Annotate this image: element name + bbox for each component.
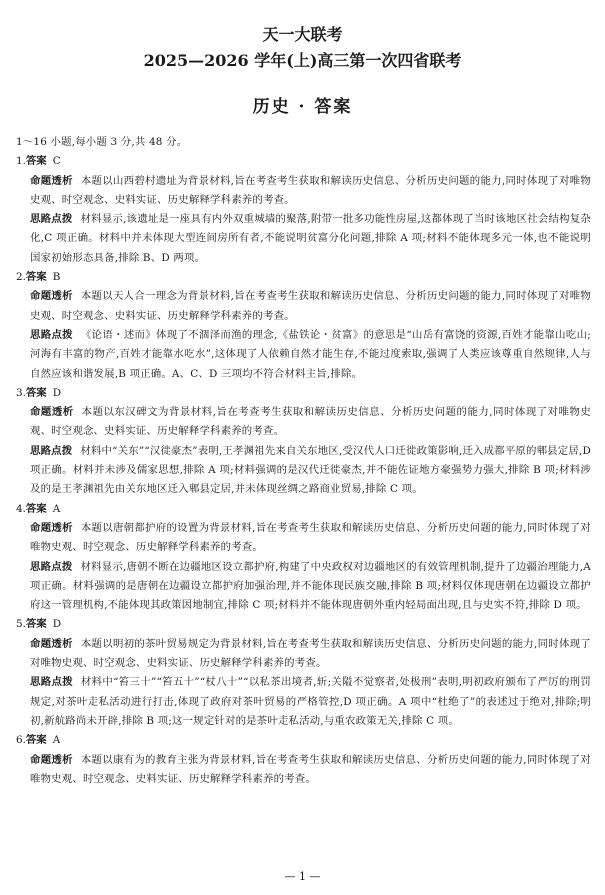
analysis-label: 命题透析 — [30, 174, 73, 187]
question-4-answer — [16, 500, 591, 519]
analysis-label: 命题透析 — [30, 637, 73, 650]
hint-text: 材料显示,唐朝不断在边疆地区设立都护府,构建了中央政权对边疆地区的有效管理机制,提升了边疆治理能力,A 项正确。材料强调的是唐朝在边疆设立都护府加强治理,并不能体现民族交融,排除 B 项;材料仅体现唐朝在边疆设立都护府这一管理机构,不能体现其政策因地制宜,排除 C 项;材料并不能体现唐朝外重内轻局面出现,且与史实不符,排除 D 项。 — [30, 560, 591, 612]
hint-label: 思路点拨 — [30, 213, 73, 226]
analysis-text: 本题以康有为的教育主张为背景材料,旨在考查考生获取和解读历史信息、分析历史问题的能力,同时体现了对唯物史观、时空观念、史料实证、历史解释学科素养的考查。 — [30, 753, 591, 785]
question-number: 2. — [16, 271, 26, 284]
answer-letter: A — [52, 502, 61, 515]
answer-content — [16, 133, 591, 789]
hint-text: 材料中“笞三十”“笞五十”“杖八十”“以私茶出境者,斩;关隘不觉察者,处极刑”表明,明初政府颁布了严厉的刑罚规定,对茶叶走私活动进行打击,体现了政府对茶叶贸易的严格管控,D 项正确。A 项中“杜绝了”的表述过于绝对,排除;明初,新航路尚未开辟,排除 B 项;这一规定针对的是茶叶走私活动,与重农政策无关,排除 C 项。 — [30, 676, 591, 727]
score-summary: 1～16 小题,每小题 3 分,共 48 分。 — [16, 136, 188, 148]
hint-label: 思路点拨 — [30, 444, 73, 457]
question-1-answer — [16, 152, 591, 171]
analysis-label: 命题透析 — [30, 521, 73, 534]
question-3-hint — [16, 442, 591, 500]
analysis-text: 本题以天人合一理念为背景材料,旨在考查考生获取和解读历史信息、分析历史问题的能力,同时体现了对唯物史观、时空观念、史料实证、历史解释学科素养的考查。 — [30, 290, 591, 322]
answer-letter: B — [52, 271, 61, 284]
analysis-label: 命题透析 — [30, 753, 73, 766]
org-title: 天一大联考 — [262, 25, 343, 44]
hint-text: 材料中“关东”“汉徙豪杰”表明,王孝渊祖先来自关东地区,受汉代人口迁徙政策影响,迁入成都平原的郫县定居,D 项正确。材料并未涉及儒家思想,排除 A 项;材料强调的是汉代迁徙豪杰,并不能佐证地方豪强势力强大,排除 B 项;材料涉及的是王孝渊祖先由关东地区迁入郫县定居,并未体现丝绸之路商业贸易,排除 C 项。 — [30, 444, 591, 496]
question-2-hint — [16, 326, 591, 384]
question-2-answer — [16, 268, 591, 287]
analysis-text: 本题以唐朝都护府的设置为背景材料,旨在考查考生获取和解读历史信息、分析历史问题的能力,同时体现了对唯物史观、时空观念、历史解释学科素养的考查。 — [30, 521, 591, 554]
question-5-hint — [16, 673, 591, 731]
analysis-text: 本题以明初的茶叶贸易规定为背景材料,旨在考查考生获取和解读历史信息、分析历史问题的能力,同时体现了对唯物史观、时空观念、史料实证、历史解释学科素养的考查。 — [30, 637, 591, 670]
question-5-analysis — [16, 635, 591, 674]
answer-label: 答案 — [25, 271, 47, 284]
answer-letter: A — [52, 734, 61, 747]
question-6-answer — [16, 731, 591, 750]
analysis-label: 命题透析 — [30, 290, 73, 303]
hint-label: 思路点拨 — [30, 676, 73, 689]
hint-text: 《论语・述而》体现了不涸泽而渔的理念,《盐铁论・贫富》的意思是“山岳有富饶的资源,百姓才能靠山吃山;河海有丰富的物产,百姓才能靠水吃水”,这体现了人依赖自然才能生存,不能过度索取,强调了人类应该尊重自然规律,人与自然应该和谐发展,B 项正确。A、C、D 三项均不符合材料主旨,排除。 — [30, 328, 591, 380]
exam-title: 2025—2026 学年(上)高三第一次四省联考 — [143, 51, 462, 70]
hint-text: 材料显示,该遗址是一座具有内外双重城墙的聚落,附带一批多功能性房屋,这都体现了当时该地区社会结构复杂化,C 项正确。材料中并未体现大型连间房所有者,不能说明贫富分化问题,排除 A 项;材料不能体现多元一体,也不能说明国家初始形态具备,排除 B、D 两项。 — [30, 213, 591, 264]
answer-label: 答案 — [25, 155, 47, 168]
answer-label: 答案 — [25, 734, 47, 747]
question-number: 5. — [16, 618, 26, 631]
answer-letter: C — [52, 155, 61, 168]
question-number: 1. — [16, 155, 26, 168]
question-3-answer — [16, 384, 591, 403]
question-6-analysis — [16, 751, 591, 790]
hint-label: 思路点拨 — [30, 560, 73, 573]
analysis-label: 命题透析 — [30, 406, 74, 419]
question-3-analysis — [16, 403, 591, 442]
question-4-hint — [16, 558, 591, 616]
page-number: — 1 — — [284, 870, 321, 883]
hint-label: 思路点拨 — [30, 328, 73, 341]
question-number: 3. — [16, 386, 26, 399]
question-2-analysis — [16, 287, 591, 326]
question-1-analysis — [16, 172, 591, 211]
analysis-text: 本题以山西碧村遗址为背景材料,旨在考查考生获取和解读历史信息、分析历史问题的能力,同时体现了对唯物史观、时空观念、史料实证、历史解释学科素养的考查。 — [30, 174, 591, 206]
answer-letter: D — [52, 386, 62, 399]
question-number: 6. — [16, 734, 26, 747]
question-1-hint — [16, 210, 591, 268]
answer-label: 答案 — [25, 502, 47, 515]
answer-letter: D — [52, 618, 62, 631]
analysis-text: 本题以东汉碑文为背景材料,旨在考查考生获取和解读历史信息、分析历史问题的能力,同时体现了对唯物史观、时空观念、史料实证、历史解释学科素养的考查。 — [30, 406, 591, 438]
question-5-answer — [16, 615, 591, 634]
subject-title: 历史 · 答案 — [252, 97, 353, 117]
answer-label: 答案 — [25, 386, 47, 399]
question-number: 4. — [16, 502, 26, 515]
answer-label: 答案 — [25, 618, 47, 631]
question-4-analysis — [16, 519, 591, 558]
